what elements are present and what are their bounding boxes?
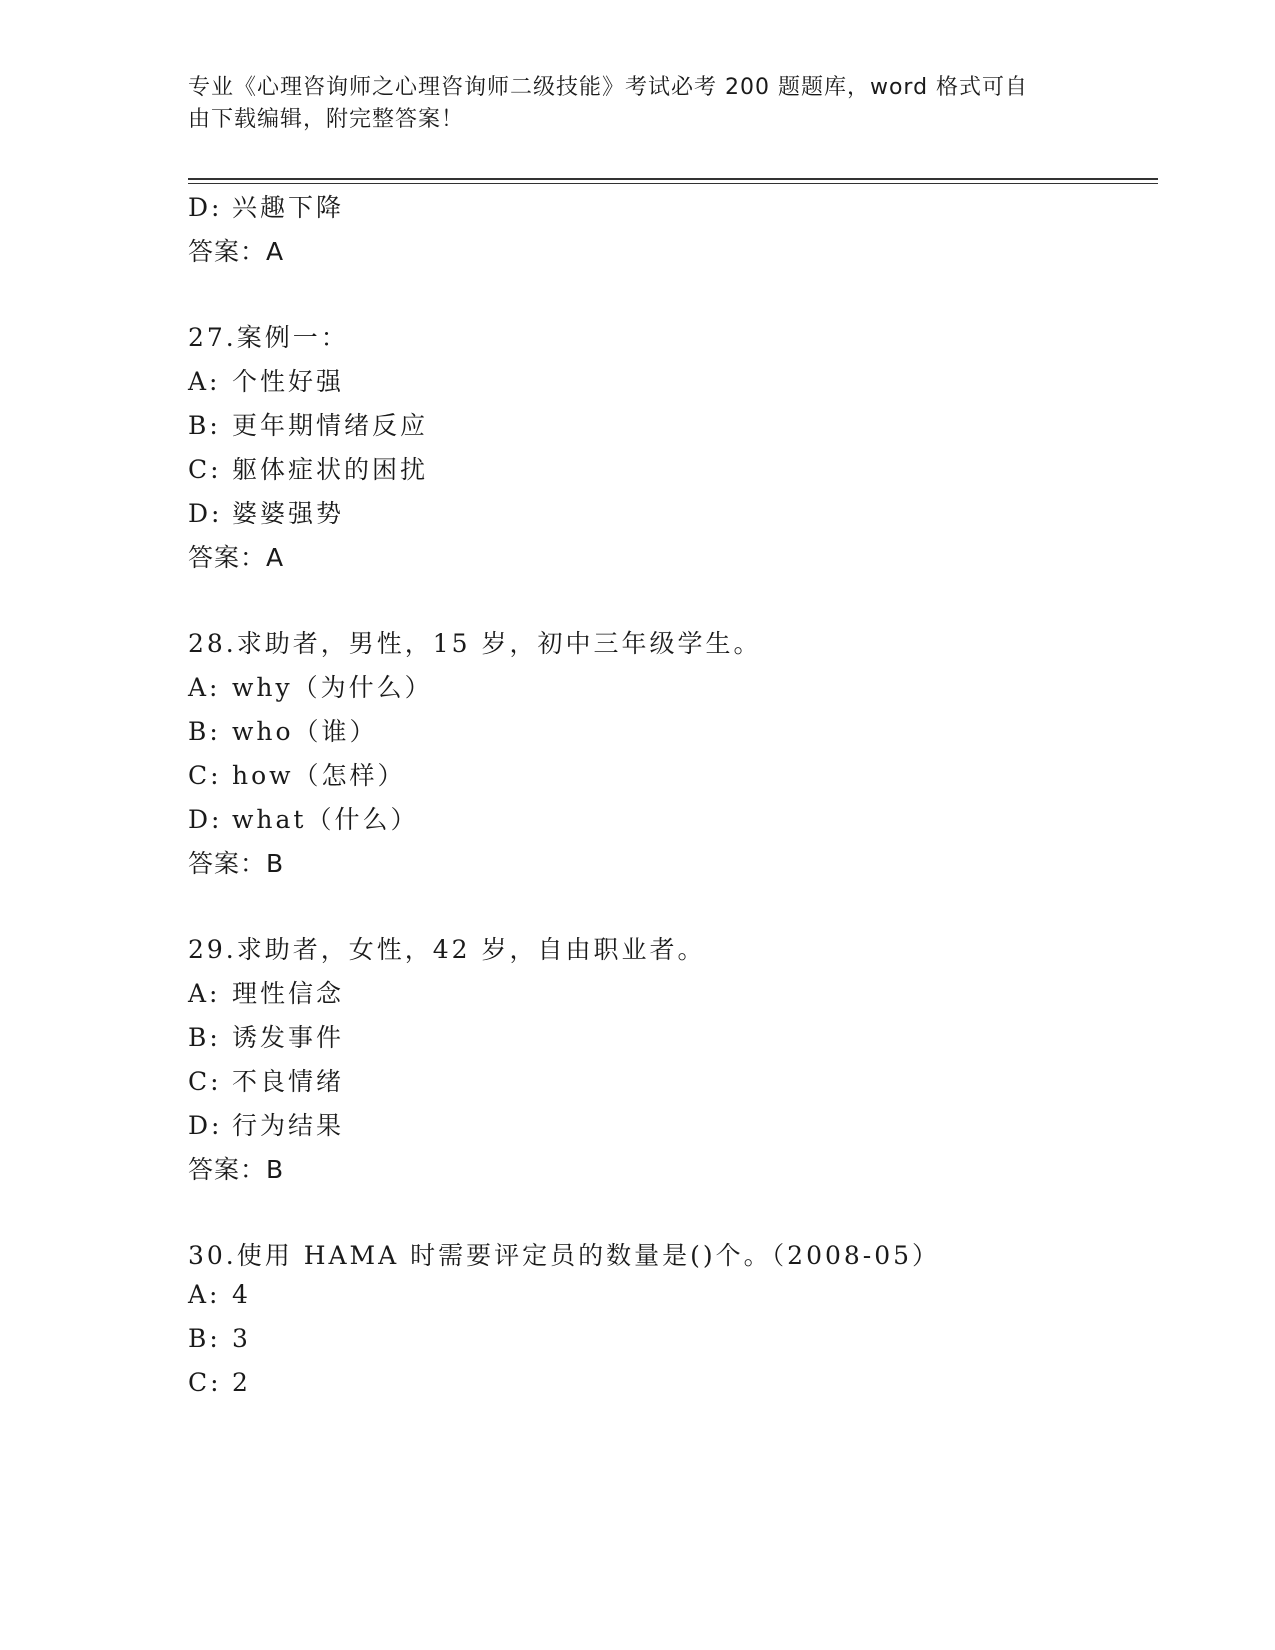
question-27-option-c: [188, 450, 428, 486]
header-divider-thick: [188, 178, 1158, 180]
question-27-answer: 答案：A: [188, 543, 285, 572]
option-text: 兴趣下降: [232, 193, 345, 222]
option-text: 4: [232, 1280, 251, 1309]
option-label: C:: [188, 455, 222, 484]
option-text: 不良情绪: [232, 1067, 345, 1096]
question-28-option-c: [188, 756, 406, 792]
option-text: 2: [232, 1368, 251, 1397]
option-label: A:: [188, 979, 221, 1008]
lead-answer: 答案：A: [188, 237, 285, 266]
option-label: C:: [188, 1067, 222, 1096]
option-label: B:: [188, 1023, 221, 1052]
option-text: 3: [232, 1324, 251, 1353]
question-30-option-a: [188, 1280, 251, 1309]
header-line-2: 由下载编辑，附完整答案！: [188, 107, 465, 132]
option-label: B:: [188, 411, 221, 440]
option-text: 婆婆强势: [232, 499, 345, 528]
question-28-option-a: [188, 668, 433, 704]
lead-option-d: [188, 188, 344, 224]
question-29-option-b: [188, 1018, 344, 1054]
question-29-option-c: [188, 1062, 344, 1098]
question-29-answer: 答案：B: [188, 1155, 285, 1184]
question-28-title: 28.求助者，男性，15 岁，初中三年级学生。: [188, 629, 762, 658]
question-30-option-b: [188, 1324, 251, 1353]
option-text: who（谁）: [232, 717, 378, 746]
option-text: 个性好强: [232, 367, 345, 396]
option-label: B:: [188, 717, 221, 746]
option-text: how（怎样）: [232, 761, 406, 790]
question-29-option-d: [188, 1106, 344, 1142]
option-label: A:: [188, 1280, 221, 1309]
question-30-option-c: [188, 1368, 251, 1397]
question-28-answer: 答案：B: [188, 849, 285, 878]
header-divider-thin: [188, 183, 1158, 184]
option-label: D:: [188, 1111, 223, 1140]
question-28-option-b: [188, 712, 378, 748]
option-label: A:: [188, 673, 221, 702]
question-28-option-d: [188, 800, 418, 836]
option-text: 理性信念: [232, 979, 345, 1008]
option-text: 躯体症状的困扰: [232, 455, 429, 484]
option-label: C:: [188, 761, 222, 790]
question-29-option-a: [188, 974, 344, 1010]
option-text: why（为什么）: [232, 673, 433, 702]
option-label: B:: [188, 1324, 221, 1353]
question-29-title: 29.求助者，女性，42 岁，自由职业者。: [188, 935, 706, 964]
option-label: C:: [188, 1368, 222, 1397]
option-label: A:: [188, 367, 221, 396]
question-30-title: 30.使用 HAMA 时需要评定员的数量是()个。（2008-05）: [188, 1241, 941, 1270]
question-27-title: 27.案例一：: [188, 323, 349, 352]
option-text: 更年期情绪反应: [232, 411, 429, 440]
option-text: what（什么）: [232, 805, 419, 834]
option-text: 诱发事件: [232, 1023, 345, 1052]
question-27-option-d: [188, 494, 344, 530]
question-27-option-a: [188, 362, 344, 398]
header-line-1: 专业《心理咨询师之心理咨询师二级技能》考试必考 200 题题库，word 格式可自: [188, 75, 1029, 100]
option-label: D:: [188, 193, 223, 222]
question-27-option-b: [188, 406, 428, 442]
document-header: [188, 72, 1088, 136]
option-label: D:: [188, 499, 223, 528]
option-label: D:: [188, 805, 223, 834]
option-text: 行为结果: [232, 1111, 345, 1140]
